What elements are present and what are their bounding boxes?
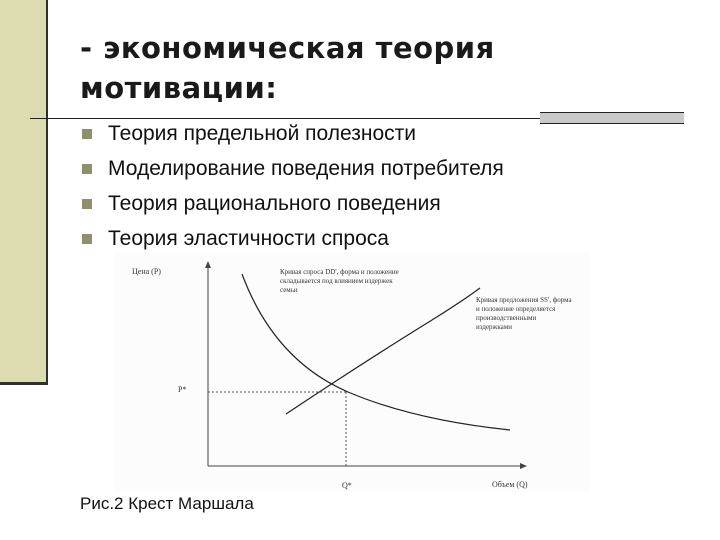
bullet-text: Теория рационального поведения — [108, 191, 441, 215]
marshall-cross-diagram — [114, 252, 590, 492]
left-decor-bar — [0, 0, 48, 384]
left-decor-bar-foot — [0, 382, 48, 385]
x-axis-label: Объем (Q) — [492, 480, 528, 489]
bullet-text: Теория эластичности спроса — [108, 226, 389, 250]
bullet-list — [82, 116, 504, 256]
square-bullet-icon — [82, 234, 92, 244]
bullet-item — [82, 221, 504, 256]
square-bullet-icon — [82, 164, 92, 174]
bullet-item — [82, 116, 504, 151]
figure-caption — [80, 494, 254, 514]
bullet-text: Моделирование поведения потребителя — [108, 156, 504, 180]
y-axis-arrow-icon — [205, 261, 211, 268]
figure-caption-number: Рис.2 — [80, 494, 124, 513]
slide-title: - экономическая теория мотивации: — [80, 31, 495, 105]
demand-curve-annotation: Кривая спроса DD', форма и положение складывается под влиянием издержек семьи — [280, 268, 399, 294]
square-bullet-icon — [82, 199, 92, 209]
bullet-item — [82, 151, 504, 186]
y-axis-label: Цена (Р) — [132, 267, 161, 276]
quantity-marker-label: Q* — [342, 481, 352, 490]
price-marker-label: P* — [178, 385, 187, 394]
figure-caption-text: Крест Маршала — [123, 494, 254, 513]
bullet-item — [82, 186, 504, 221]
supply-curve-annotation: Кривая предложения SS', форма и положение определяется производственными издержками — [476, 296, 572, 331]
x-axis-arrow-icon — [520, 463, 527, 469]
demand-curve — [242, 274, 510, 430]
square-bullet-icon — [82, 129, 92, 139]
title-underline-block — [540, 112, 684, 124]
supply-curve — [286, 288, 480, 414]
bullet-text: Теория предельной полезности — [108, 121, 416, 145]
